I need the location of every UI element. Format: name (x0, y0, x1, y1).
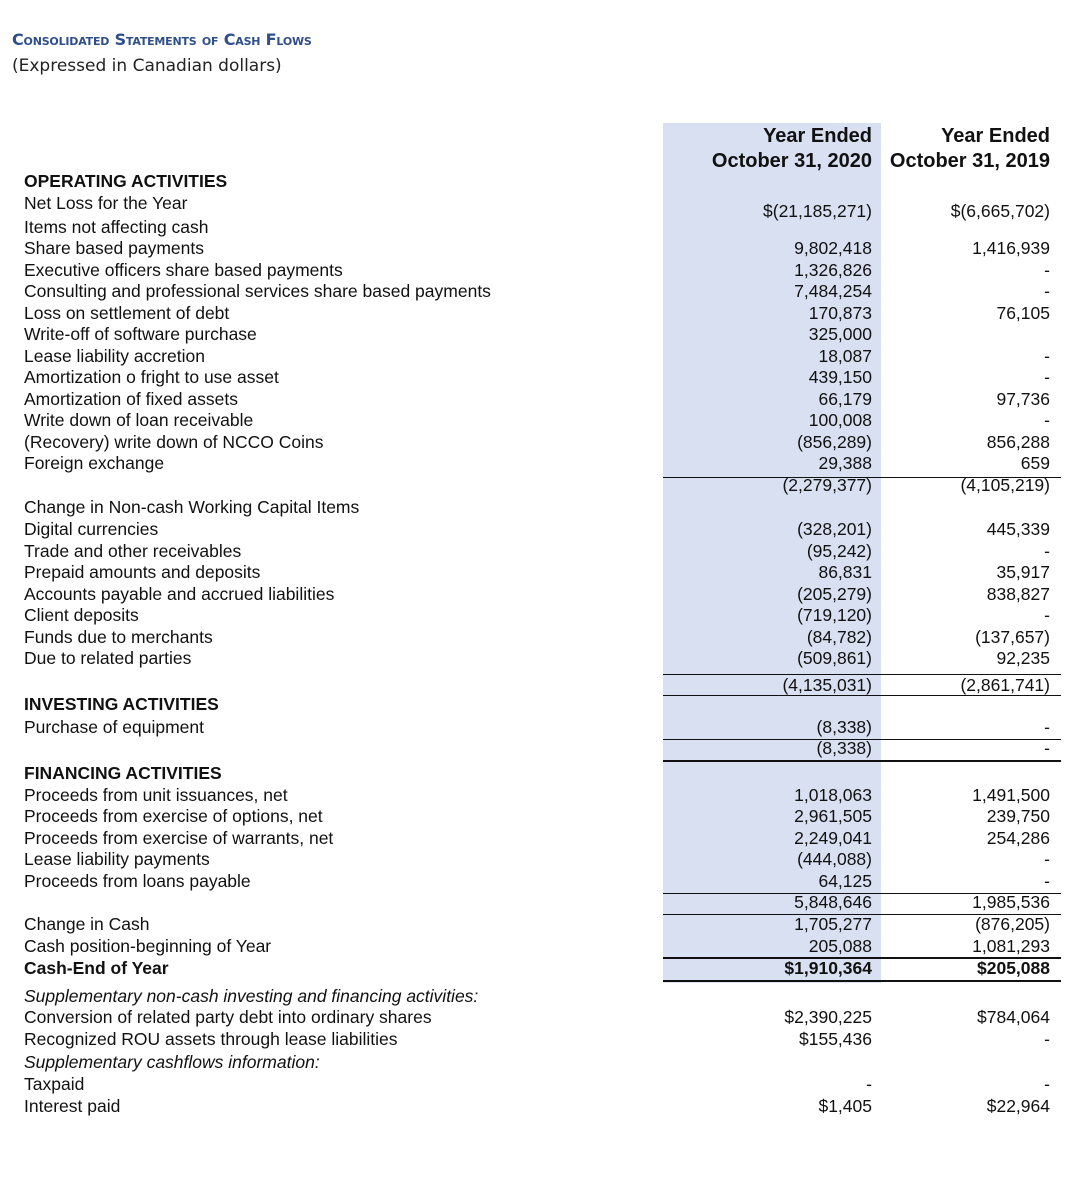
value-2019: 1,491,500 (972, 785, 1050, 805)
row-label: Foreign exchange (24, 453, 165, 473)
column-header-2019 (890, 124, 1050, 174)
value-2020: $155,436 (799, 1029, 872, 1049)
value-2020: (205,279) (797, 584, 872, 604)
section-heading: OPERATING ACTIVITIES (24, 171, 228, 191)
value-2019: - (1044, 367, 1050, 387)
total-rule (663, 957, 1061, 959)
row-label: Trade and other receivables (24, 541, 242, 561)
row-label: Proceeds from loans payable (24, 871, 251, 891)
row-label: Amortization o fright to use asset (24, 367, 279, 387)
value-2019: $205,088 (977, 958, 1050, 978)
value-2019: $(6,665,702) (950, 201, 1050, 221)
column-header-2020 (712, 124, 872, 174)
subtotal-rule (663, 477, 1061, 478)
value-2020: (444,088) (797, 849, 872, 869)
row-label: Recognized ROU assets through lease liabilities (24, 1029, 398, 1049)
section-heading: INVESTING ACTIVITIES (24, 694, 219, 714)
subsection-heading: Supplementary non-cash investing and financing activities: (24, 986, 479, 1006)
row-label: Amortization of fixed assets (24, 389, 238, 409)
value-2019: 97,736 (996, 389, 1050, 409)
value-2020: (95,242) (806, 541, 872, 561)
row-label: Prepaid amounts and deposits (24, 562, 261, 582)
subtotal-rule (663, 739, 1061, 740)
row-label: Proceeds from unit issuances, net (24, 785, 288, 805)
value-2020: (328,201) (797, 519, 872, 539)
value-2020: 2,961,505 (794, 806, 872, 826)
value-2020: (509,861) (797, 648, 872, 668)
column-header-2020-line2: October 31, 2020 (711, 150, 872, 172)
value-2019: - (1044, 541, 1050, 561)
value-2019: 856,288 (986, 432, 1050, 452)
section-heading: Cash-End of Year (24, 958, 169, 978)
row-label: Change in Non-cash Working Capital Items (24, 497, 360, 517)
value-2019: - (1044, 260, 1050, 280)
value-2020: (856,289) (797, 432, 872, 452)
value-2019: (137,657) (975, 627, 1050, 647)
row-label: Digital currencies (24, 519, 159, 539)
value-2019: - (1044, 717, 1050, 737)
section-heading: FINANCING ACTIVITIES (24, 763, 222, 783)
value-2020: 325,000 (808, 324, 872, 344)
value-2020: 66,179 (818, 389, 872, 409)
value-2020: $1,405 (818, 1096, 872, 1116)
row-label: Purchase of equipment (24, 717, 204, 737)
row-label: Write down of loan receivable (24, 410, 254, 430)
value-2019: - (1044, 410, 1050, 430)
value-2019: 1,081,293 (972, 936, 1050, 956)
row-label: Share based payments (24, 238, 204, 258)
subtotal-rule (663, 674, 1061, 675)
value-2020: (8,338) (816, 717, 872, 737)
value-2020: 170,873 (808, 303, 872, 323)
value-2020: 7,484,254 (794, 281, 872, 301)
value-2020: 9,802,418 (794, 238, 872, 258)
value-2020: 2,249,041 (794, 828, 872, 848)
value-2020: 29,388 (818, 453, 872, 473)
value-2019: 838,827 (986, 584, 1050, 604)
value-2019: 92,235 (996, 648, 1050, 668)
value-2020: $(21,185,271) (763, 201, 872, 221)
subsection-heading: Supplementary cashflows information: (24, 1052, 320, 1072)
row-label: Cash position-beginning of Year (24, 936, 272, 956)
value-2019: (876,205) (975, 914, 1050, 934)
value-2019: 35,917 (996, 562, 1050, 582)
value-2020: 64,125 (818, 871, 872, 891)
value-2019: - (1044, 605, 1050, 625)
row-label: Conversion of related party debt into ordinary shares (24, 1007, 432, 1027)
row-label: Proceeds from exercise of warrants, net (24, 828, 334, 848)
value-2019: 239,750 (986, 806, 1050, 826)
value-2020: (719,120) (797, 605, 872, 625)
row-label: Lease liability accretion (24, 346, 205, 366)
value-2020: 5,848,646 (794, 892, 872, 912)
row-label: Loss on settlement of debt (24, 303, 230, 323)
value-2019: - (1044, 1074, 1050, 1094)
column-header-2019-line2: October 31, 2019 (889, 150, 1050, 172)
total-rule (663, 980, 1061, 982)
row-label: Proceeds from exercise of options, net (24, 806, 323, 826)
statement-subtitle: (Expressed in Canadian dollars) (12, 56, 282, 76)
value-2020: (2,279,377) (782, 475, 872, 495)
value-2019: - (1044, 281, 1050, 301)
row-label: Write-off of software purchase (24, 324, 257, 344)
row-label: Lease liability payments (24, 849, 210, 869)
value-2019: - (1044, 849, 1050, 869)
value-2019: 659 (1020, 453, 1050, 473)
value-2020: 18,087 (818, 346, 872, 366)
value-2020: (84,782) (806, 627, 872, 647)
column-header-2020-line1: Year Ended (763, 125, 872, 147)
value-2020: $1,910,364 (784, 958, 872, 978)
value-2020: (4,135,031) (782, 675, 872, 695)
value-2020: 1,018,063 (794, 785, 872, 805)
subtotal-rule (663, 893, 1061, 894)
row-label: Net Loss for the Year (24, 193, 188, 213)
row-label: Due to related parties (24, 648, 192, 668)
row-label: Accounts payable and accrued liabilities (24, 584, 335, 604)
value-2019: - (1044, 1029, 1050, 1049)
row-label: Funds due to merchants (24, 627, 213, 647)
value-2019: - (1044, 738, 1050, 758)
row-label: Executive officers share based payments (24, 260, 343, 280)
value-2019: - (1044, 871, 1050, 891)
row-label: Interest paid (24, 1096, 121, 1116)
subtotal-rule (663, 914, 1061, 915)
value-2019: - (1044, 346, 1050, 366)
value-2019: 1,416,939 (972, 238, 1050, 258)
value-2019: (4,105,219) (960, 475, 1050, 495)
row-label: Client deposits (24, 605, 139, 625)
subtotal-rule (663, 695, 1061, 696)
value-2020: 439,150 (808, 367, 872, 387)
value-2020: 86,831 (818, 562, 872, 582)
value-2019: 445,339 (986, 519, 1050, 539)
row-label: Items not affecting cash (24, 217, 209, 237)
statement-title: Consolidated Statements of Cash Flows (12, 30, 312, 49)
column-header-2019-line1: Year Ended (941, 125, 1050, 147)
row-label: Taxpaid (24, 1074, 85, 1094)
total-rule (663, 760, 1061, 762)
value-2019: $784,064 (977, 1007, 1050, 1027)
value-2019: 76,105 (996, 303, 1050, 323)
value-2019: $22,964 (986, 1096, 1050, 1116)
value-2019: 254,286 (986, 828, 1050, 848)
value-2019: (2,861,741) (960, 675, 1050, 695)
value-2019: 1,985,536 (972, 892, 1050, 912)
row-label: Change in Cash (24, 914, 150, 934)
value-2020: - (866, 1074, 872, 1094)
value-2020: 205,088 (808, 936, 872, 956)
value-2020: 1,705,277 (794, 914, 872, 934)
row-label: (Recovery) write down of NCCO Coins (24, 432, 324, 452)
value-2020: (8,338) (816, 738, 872, 758)
value-2020: 1,326,826 (794, 260, 872, 280)
row-label: Consulting and professional services share based payments (24, 281, 491, 301)
value-2020: $2,390,225 (784, 1007, 872, 1027)
value-2020: 100,008 (808, 410, 872, 430)
